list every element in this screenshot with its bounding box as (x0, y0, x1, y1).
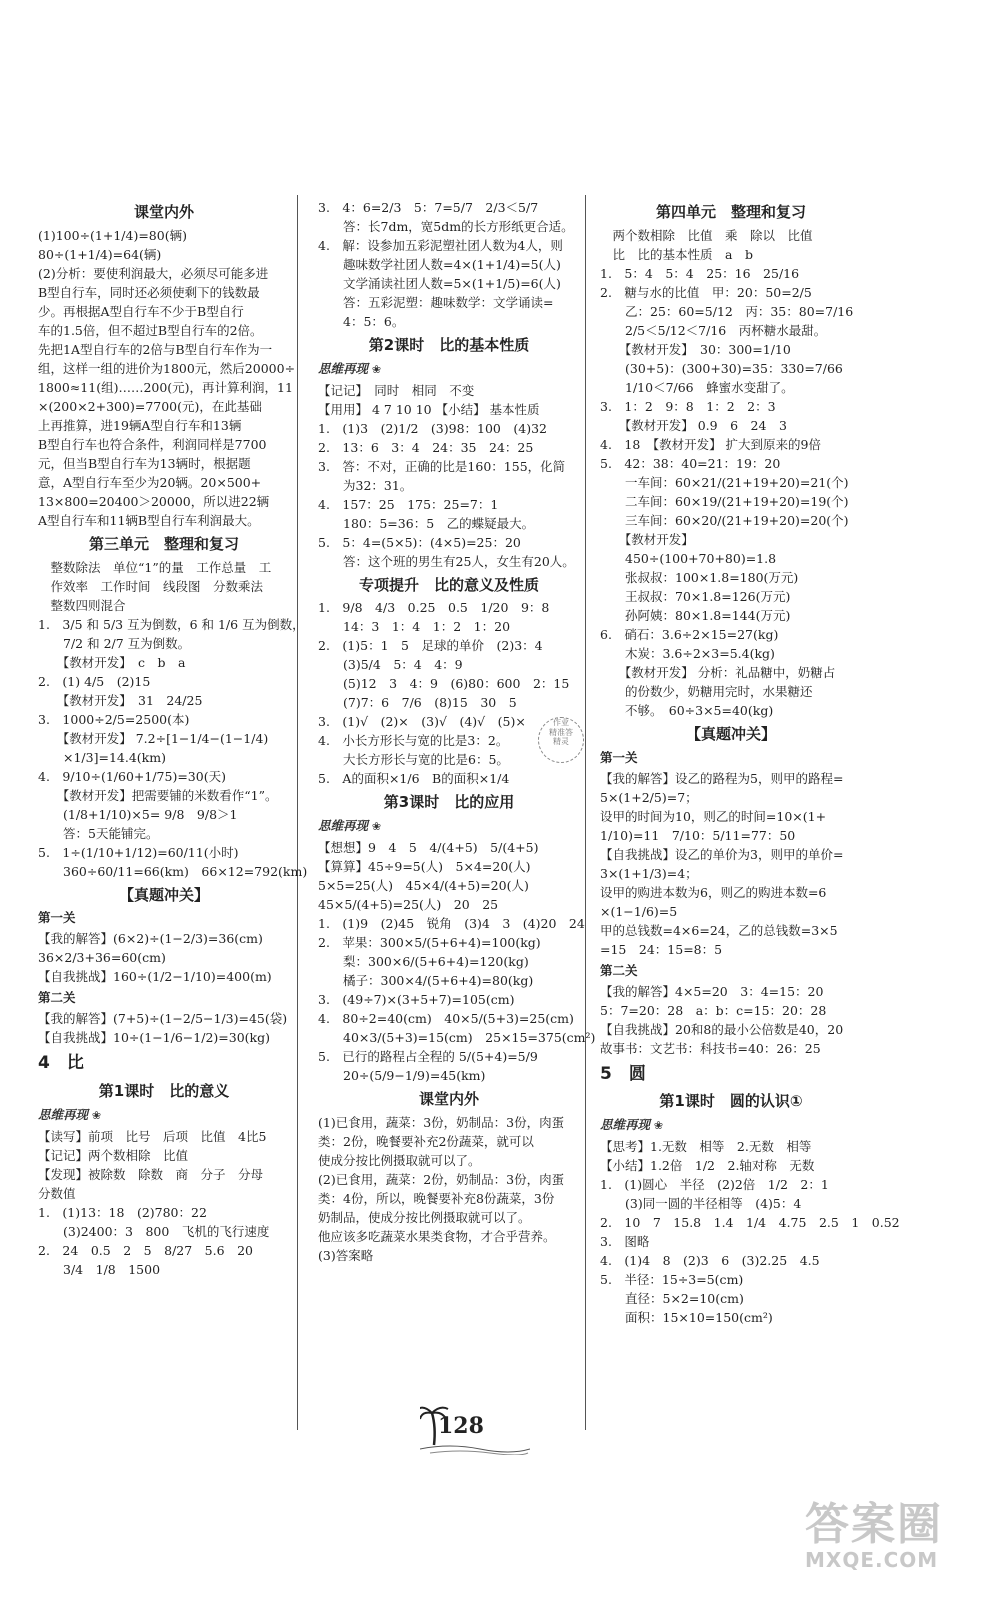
answer-line: 1/10＜7/66 蜂蜜水变甜了。 (600, 379, 794, 395)
answer-line: 【自我挑战】160÷(1/2−1/10)=400(m) (38, 969, 272, 985)
answer-line: 组，这样一组的进价为1800元，然后20000÷ (38, 360, 296, 376)
answer-line: 4：5：6。 (318, 314, 405, 329)
answer-line: 1/10)=11 7/10：5/11=77：50 (600, 827, 796, 843)
answer-line: 2. (1)5：1 5 足球的单价 (2)3：4 (318, 638, 543, 654)
answer-line: 【教材开发】 30：300=1/10 (600, 341, 791, 357)
answer-line: (30+5)：(300+30)=35：330=7/66 (600, 360, 843, 376)
answer-line: 上再推算，进19辆A型自行车和13辆 (38, 417, 242, 433)
answer-line: =15 24：15=8：5 (600, 941, 723, 957)
answer-line: 【教材开发】 c b a (38, 654, 186, 670)
answer-line: 5. 5：4=(5×5)：(4×5)=25：20 (318, 534, 521, 550)
answer-line: 3. (49÷7)×(3+5+7)=105(cm) (318, 991, 515, 1007)
answer-line: 【发现】被除数 除数 商 分子 分母 (38, 1166, 264, 1182)
answer-line: 梨：300×6/(5+6+4)=120(kg) (318, 953, 529, 969)
answer-line: 答：五彩泥塑：趣味数学：文学诵读= (318, 295, 554, 310)
answer-line: 2. (1) 4/5 (2)15 (38, 673, 151, 689)
watermark-text: 答案圈 (805, 1499, 943, 1550)
answer-line: 5×5=25(人) 45×4/(4+5)=20(人) (318, 877, 529, 893)
answer-line: 4. 80÷2=40(cm) 40×5/(5+3)=25(cm) (318, 1010, 574, 1026)
answer-line: 的份数少，奶糖用完时，水果糖还 (600, 683, 813, 699)
page-number: 128 (438, 1413, 484, 1439)
answer-line: (2)分析：要使利润最大，必须尽可能多进 (38, 265, 269, 281)
answer-line: 4. 18 【教材开发】 扩大到原来的9倍 (600, 436, 822, 452)
answer-line: 为32：31。 (318, 477, 413, 493)
answer-line: 80÷(1+1/4)=64(辆) (38, 246, 162, 262)
section-title: 第四单元 整理和复习 (655, 203, 806, 221)
answer-line: 2/5＜5/12＜7/16 丙杯糖水最甜。 (600, 322, 827, 338)
answer-line: 作效率 工作时间 线段图 分数乘法 (38, 578, 264, 594)
answer-line: 2. 10 7 15.8 1.4 1/4 4.75 2.5 1 0.52 (600, 1214, 900, 1230)
section-title: 第1课时 比的意义 (98, 1082, 230, 1101)
answer-line: 2. 24 0.5 2 5 8/27 5.6 20 (38, 1242, 253, 1258)
answer-line: 设甲的时间为10，则乙的时间=10×(1+ (600, 808, 827, 824)
answer-line: 5. 已行的路程占全程的 5/(5+4)=5/9 (318, 1048, 538, 1064)
answer-line: 3. (1)√ (2)× (3)√ (4)√ (5)× (318, 714, 526, 730)
answer-line: 1. 5：4 5：4 25：16 25/16 (600, 265, 800, 281)
answer-line: 不够。 60÷3×5=40(kg) (600, 702, 774, 718)
section-title: 第1课时 圆的认识① (659, 1092, 803, 1111)
answer-line: 4. 157：25 175：25=7：1 (318, 496, 499, 512)
answer-line: 甲的总钱数=4×6=24，乙的总钱数=3×5 (600, 922, 838, 938)
answer-line: 比 比的基本性质 a b (600, 246, 753, 262)
answer-line: 【记记】 同时 相同 不变 (318, 382, 475, 398)
answer-line: 3. 1：2 9：8 1：2 2：3 (600, 398, 776, 414)
answer-line: 意，A型自行车至少为20辆。20×500+ (38, 474, 262, 490)
watermark-url: MXQE.COM (805, 1548, 939, 1572)
column-divider-right (585, 195, 586, 1430)
answer-line: 【小结】1.2倍 1/2 2.轴对称 无数 (600, 1157, 815, 1173)
answer-line: (1)100÷(1+1/4)=80(辆) (38, 227, 187, 243)
answer-line: 4. 小长方形长与宽的比是3：2。 (318, 733, 509, 749)
column-1 (38, 198, 308, 1279)
section-title: 【真题冲关】 (118, 885, 209, 904)
answer-line: 【教材开发】把需要铺的米数看作“1”。 (38, 787, 278, 803)
answer-line: 少。再根据A型自行车不少于B型自行 (38, 303, 244, 319)
answer-line: 他应该多吃蔬菜水果类食物，才合乎营养。 (318, 1228, 556, 1244)
answer-line: 3. 4：6=2/3 5：7=5/7 2/3＜5/7 (318, 200, 539, 215)
answer-line: 类：2份，晚餐要补充2份蔬菜，就可以 (318, 1133, 534, 1149)
answer-line: 360÷60/11=66(km) 66×12=792(km) (38, 863, 308, 879)
answer-line: 1. 3/5 和 5/3 互为倒数，6 和 1/6 互为倒数， (38, 616, 305, 632)
answer-line: 5. 42：38：40=21：19：20 (600, 455, 781, 471)
answer-line: 趣味数学社团人数=4×(1+1/4)=5(人) (318, 257, 561, 272)
column-3 (600, 198, 900, 1327)
section-title: 第3课时 比的应用 (383, 793, 515, 812)
answer-line: 答：长7dm，宽5dm的长方形纸更合适。 (318, 219, 574, 234)
answer-line: 2. 苹果：300×5/(5+6+4)=100(kg) (318, 934, 541, 950)
answer-line: (3)答案略 (318, 1247, 374, 1263)
section-title: 课堂内外 (133, 203, 194, 221)
answer-line: 橘子：300×4/(5+6+4)=80(kg) (318, 972, 534, 988)
answer-line: 7/2 和 2/7 互为倒数。 (38, 635, 191, 651)
section-title: 专项提升 比的意义及性质 (358, 575, 539, 594)
answer-line: 3/4 1/8 1500 (38, 1261, 161, 1277)
answer-line: 整数除法 单位“1”的量 工作总量 工 (38, 559, 272, 575)
answer-line: 【我的解答】4×5=20 3：4=15：20 (600, 983, 824, 999)
answer-line: B型自行车也符合条件，利润同样是7700 (38, 436, 267, 452)
answer-line: 一车间：60×21/(21+19+20)=21(个) (600, 474, 849, 490)
answer-line: 故事书：文艺书：科技书=40：26：25 (600, 1040, 821, 1056)
thinking-review-heading: 思维再现 ❀ (600, 1115, 862, 1135)
answer-line: (5)12 3 4：9 (6)80：600 2：15 (318, 676, 570, 692)
chapter-title: 4 比 (38, 1053, 84, 1074)
answer-line: ×(200×2+300)=7700(元)，在此基础 (38, 398, 262, 414)
answer-line: 4. 解：设参加五彩泥塑社团人数为4人，则 (318, 238, 563, 253)
answer-line: (7)7：6 7/6 (8)15 30 5 (318, 695, 517, 711)
answer-line: 1. (1)3 (2)1/2 (3)98：100 (4)32 (318, 420, 547, 436)
answer-line: 450÷(100+70+80)=1.8 (600, 550, 777, 566)
column-divider-left (297, 195, 298, 1430)
section-title: 第三单元 整理和复习 (88, 534, 239, 553)
answer-line: 13×800=20400＞20000，所以进22辆 (38, 493, 270, 509)
answer-line: 2. 13：6 3：4 24：35 24：25 (318, 439, 534, 455)
answer-line: 45×5/(4+5)=25(人) 20 25 (318, 896, 499, 912)
thinking-review-heading: 思维再现 ❀ (318, 359, 580, 379)
level-heading: 第一关 (600, 749, 638, 765)
answer-line: 3. 1000÷2/5=2500(本) (38, 711, 190, 727)
answer-line: 3. 答：不对，正确的比是160：155，化简 (318, 458, 566, 474)
answer-line: 王叔叔：70×1.8=126(万元) (600, 588, 791, 604)
answer-line: 【我的解答】(7+5)÷(1−2/5−1/3)=45(袋) (38, 1011, 288, 1027)
answer-line: 类：4份，所以，晚餐要补充8份蔬菜，3份 (318, 1190, 555, 1206)
answer-line: 【我的解答】设乙的路程为5，则甲的路程= (600, 770, 844, 786)
answer-line: 36×2/3+36=60(cm) (38, 950, 166, 966)
answer-line: 孙阿姨：80×1.8=144(万元) (600, 607, 791, 623)
answer-line: 5. A的面积×1/6 B的面积×1/4 (318, 771, 510, 787)
answer-line: 3. 图略 (600, 1233, 650, 1249)
answer-line: 先把1A型自行车的2倍与B型自行车作为一 (38, 341, 273, 357)
answer-line: 【记记】两个数相除 比值 (38, 1147, 189, 1163)
answer-line: 【自我挑战】20和8的最小公倍数是40，20 (600, 1021, 844, 1037)
answer-line: 张叔叔：100×1.8=180(万元) (600, 569, 799, 585)
thinking-review-heading: 思维再现 ❀ (318, 816, 580, 836)
level-heading: 第一关 (38, 910, 76, 926)
answer-line: 使成分按比例摄取就可以了。 (318, 1152, 481, 1168)
level-heading: 第二关 (38, 990, 76, 1006)
answer-line: 1. (1)13：18 (2)780：22 (38, 1204, 207, 1220)
answer-line: 5：7=20：28 a：b：c=15：20：28 (600, 1002, 827, 1018)
answer-line: 奶制品，使成分按比例摄取就可以了。 (318, 1209, 531, 1225)
answer-line: 【教材开发】 7.2÷[1−1/4−(1−1/4) (38, 730, 269, 746)
answer-line: 【读写】前项 比号 后项 比值 4比5 (38, 1128, 267, 1144)
answer-line: ×(1−1/6)=5 (600, 903, 678, 919)
answer-line: 5×(1+2/5)=7； (600, 789, 698, 805)
answer-line: 车的1.5倍，但不超过B型自行车的2倍。 (38, 322, 263, 338)
answer-line: 答：5天能铺完。 (38, 825, 159, 841)
answer-line: B型自行车，同时还必须使剩下的钱数最 (38, 284, 260, 300)
answer-line: 1. 9/8 4/3 0.25 0.5 1/20 9：8 (318, 600, 550, 616)
answer-line: (2)已食用，蔬菜：2份，奶制品：3份，肉蛋 (318, 1171, 565, 1187)
answer-line: 14：3 1：4 1：2 1：20 (318, 619, 511, 635)
answer-line: (3)5/4 5：4 4：9 (318, 657, 463, 673)
answer-line: A型自行车和11辆B型自行车利润最大。 (38, 512, 260, 528)
answer-line: 【算算】45÷9=5(人) 5×4=20(人) (318, 858, 531, 874)
answer-line: 5. 半径：15÷3=5(cm) (600, 1271, 744, 1287)
watermark-logo (805, 1488, 995, 1588)
section-title: 第2课时 比的基本性质 (368, 336, 530, 354)
answer-line: 元，但当B型自行车为13辆时，根据题 (38, 455, 251, 471)
stamp-text: 作业 (553, 718, 569, 727)
section-title: 【真题冲关】 (685, 724, 776, 743)
answer-line: 面积：15×10=150(cm²) (600, 1309, 773, 1325)
answer-line: 4. 9/10÷(1/60+1/75)=30(天) (38, 768, 226, 784)
answer-line: 1. (1)圆心 半径 (2)2倍 1/2 2：1 (600, 1176, 829, 1192)
answer-line: 三车间：60×20/(21+19+20)=20(个) (600, 512, 849, 528)
level-heading: 第二关 (600, 962, 638, 978)
answer-line: ×1/3]=14.4(km) (38, 749, 166, 765)
answer-line: 6. 硝石：3.6÷2×15=27(kg) (600, 626, 779, 642)
answer-line: 4. (1)4 8 (2)3 6 (3)2.25 4.5 (600, 1252, 820, 1268)
seal-stamp (538, 717, 584, 763)
answer-line: 【自我挑战】10÷(1−1/6−1/2)=30(kg) (38, 1030, 270, 1046)
answer-line: 答：这个班的男生有25人，女生有20人。 (318, 553, 575, 569)
answer-line: 文学涌读社团人数=5×(1+1/5)=6(人) (318, 276, 561, 291)
answer-line: 1. (1)9 (2)45 锐角 (3)4 3 (4)20 24 (318, 915, 585, 931)
answer-line: 乙：25：60=5/12 丙：35：80=7/16 (600, 303, 854, 319)
answer-line: 二车间：60×19/(21+19+20)=19(个) (600, 493, 849, 509)
answer-line: 180：5=36：5 乙的蝶疑最大。 (318, 515, 535, 531)
answer-line: 【教材开发】 0.9 6 24 3 (600, 417, 787, 433)
answer-line: 【教材开发】 (600, 531, 694, 547)
answer-line: 3×(1+1/3)=4； (600, 865, 698, 881)
answer-line: 整数四则混合 (38, 597, 126, 613)
answer-line: (1)已食用，蔬菜：3份，奶制品：3份，肉蛋 (318, 1114, 565, 1130)
answer-line: 设甲的购进本数为6，则乙的购进本数=6 (600, 884, 827, 900)
answer-line: 分数值 (38, 1185, 76, 1201)
answer-line: 40×3/(5+3)=15(cm) 25×15=375(cm²) (318, 1029, 596, 1045)
section-title: 课堂内外 (418, 1089, 479, 1108)
answer-line: (3)同一圆的半径相等 (4)5：4 (600, 1195, 802, 1211)
answer-line: 5. 1÷(1/10+1/12)=60/11(小时) (38, 844, 239, 860)
thinking-review-heading: 思维再现 ❀ (38, 1105, 290, 1125)
answer-line: 【思考】1.无数 相等 2.无数 相等 (600, 1138, 812, 1154)
stamp-text: 精灵 (553, 737, 569, 747)
answer-line: 【教材开发】 分析：礼品糖中，奶糖占 (600, 664, 836, 680)
answer-line: 木炭：3.6÷2×3=5.4(kg) (600, 645, 775, 661)
answer-line: 直径：5×2=10(cm) (600, 1290, 744, 1306)
answer-line: 【教材开发】 31 24/25 (38, 692, 203, 708)
answer-line: 1800≈11(组)……200(元)，再计算利润，11 (38, 379, 293, 395)
answer-line: 2. 糖与水的比值 甲：20：50=2/5 (600, 284, 812, 300)
answer-line: (3)2400：3 800 飞机的飞行速度 (38, 1223, 270, 1239)
answer-line: 【我的解答】(6×2)÷(1−2/3)=36(cm) (38, 931, 263, 947)
stamp-text: 精准答 (549, 727, 573, 737)
answer-line: 【自我挑战】设乙的单价为3，则甲的单价= (600, 846, 844, 862)
answer-line: (1/8+1/10)×5= 9/8 9/8＞1 (38, 806, 238, 822)
answer-line: 【想想】9 4 5 4/(4+5) 5/(4+5) (318, 839, 539, 855)
answer-line: 两个数相除 比值 乘 除以 比值 (600, 227, 813, 243)
answer-line: 20÷(5/9−1/9)=45(km) (318, 1067, 486, 1083)
chapter-title: 5 圆 (600, 1063, 646, 1084)
answer-line: 【用用】 4 7 10 10 【小结】 基本性质 (318, 401, 540, 417)
answer-line: 大长方形长与宽的比是6：5。 (318, 752, 509, 768)
